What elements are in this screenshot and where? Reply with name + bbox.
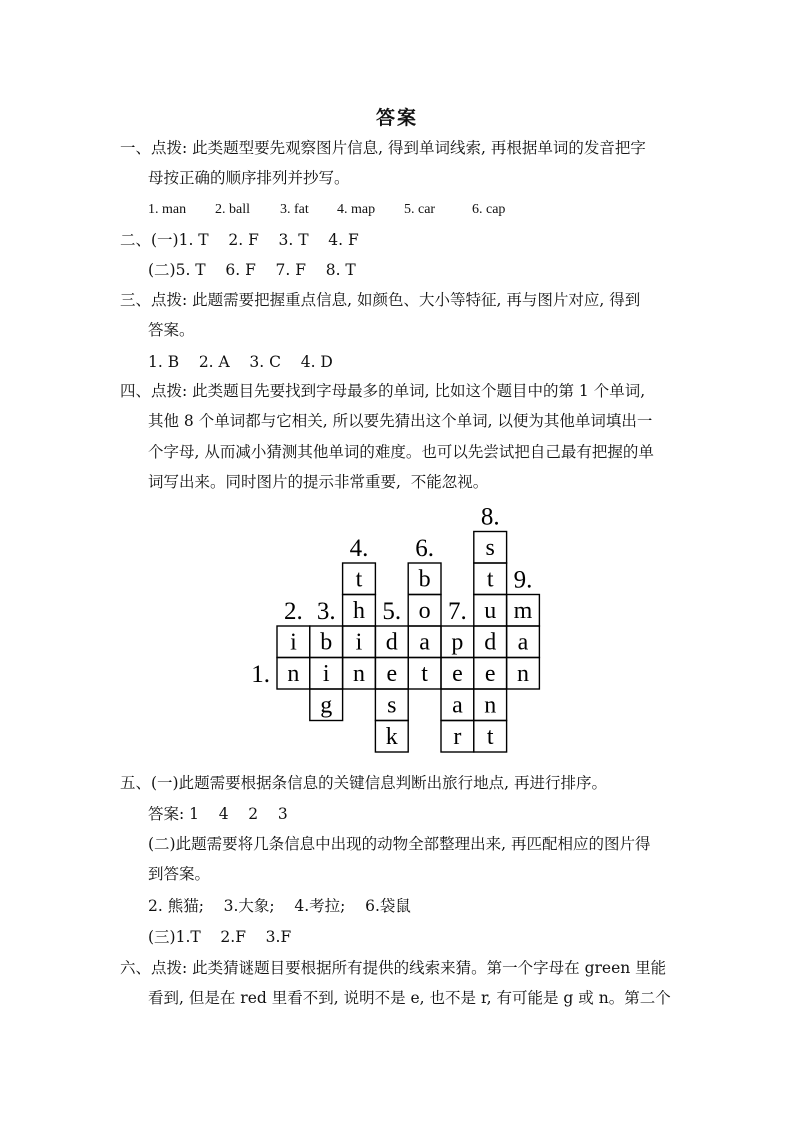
crossword-letter: n: [484, 692, 497, 719]
crossword-letter: i: [322, 660, 330, 687]
crossword-letter: u: [484, 597, 497, 624]
section-3-hint-line-2: 答案。: [148, 321, 195, 339]
section-1-hint-line-2: 母按正确的顺序排列并抄写。: [148, 169, 350, 187]
crossword-letter: e: [452, 660, 463, 687]
page-title: 答案: [375, 107, 418, 129]
crossword-letter: k: [385, 723, 398, 750]
crossword-letter: b: [320, 629, 333, 656]
crossword-letter: p: [451, 629, 464, 656]
crossword-letter: a: [419, 629, 430, 656]
section-3-hint-line-1: 三、点拨: 此题需要把握重点信息, 如颜色、大小等特征, 再与图片对应, 得到: [120, 291, 641, 309]
section-5-line-6: (三)1.T 2.F 3.F: [148, 928, 292, 946]
section-4-hint-line-4: 词写出来。同时图片的提示非常重要, 不能忽视。: [148, 473, 489, 491]
section-5-line-4: 到答案。: [148, 865, 211, 883]
crossword-letter: t: [486, 566, 494, 593]
crossword-letter: o: [418, 597, 431, 624]
crossword-letter: r: [453, 723, 462, 750]
crossword-letter: d: [484, 629, 497, 656]
answer-item: 1. man: [148, 202, 187, 217]
crossword-letter: n: [287, 660, 300, 687]
answer-item: 3. fat: [280, 202, 309, 217]
section-4-hint-line-1: 四、点拨: 此类题目先要找到字母最多的单词, 比如这个题目中的第 1 个单词,: [120, 382, 646, 400]
crossword-clue-number: 9.: [513, 566, 533, 594]
crossword-letter: d: [385, 629, 398, 656]
crossword-clue-number: 7.: [448, 598, 467, 626]
section-6-line-2: 看到, 但是在 red 里看不到, 说明不是 e, 也不是 r, 有可能是 g 或 n。第二个: [148, 989, 671, 1007]
section-5-line-3: (二)此题需要将几条信息中出现的动物全部整理出来, 再匹配相应的图片得: [148, 835, 651, 853]
crossword-letter: i: [290, 629, 297, 656]
section-4-hint-line-3: 个字母, 从而减小猜测其他单词的难度。也可以先尝试把自己最有把握的单: [148, 443, 654, 461]
crossword-clue-number: 5.: [382, 598, 402, 626]
crossword-clue-number: 3.: [316, 598, 336, 626]
section-5-answer-order: 答案: 1 4 2 3: [148, 805, 288, 823]
crossword-letter: e: [484, 660, 496, 687]
crossword-letter: a: [452, 692, 463, 719]
section-2-line-2: (二)5. T 6. F 7. F 8. T: [148, 261, 356, 279]
crossword-letter: t: [486, 723, 494, 750]
crossword-letter: n: [517, 660, 529, 687]
crossword-letter: a: [517, 629, 529, 656]
crossword-letter: e: [386, 660, 398, 687]
crossword-letter: b: [418, 566, 431, 593]
answer-item: 6. cap: [472, 202, 506, 217]
crossword-letter: t: [355, 566, 363, 593]
crossword-letter: i: [355, 629, 363, 656]
section-3-answers: 1. B 2. A 3. C 4. D: [148, 353, 333, 371]
answer-item: 5. car: [404, 202, 436, 217]
section-5-animals: 2. 熊猫; 3.大象; 4.考拉; 6.袋鼠: [148, 897, 411, 915]
crossword-clue-number: 6.: [415, 535, 434, 563]
crossword-clue-number: 4.: [349, 535, 369, 563]
crossword-clue-number: 2.: [284, 598, 303, 626]
crossword-letter: s: [485, 534, 495, 561]
answer-item: 2. ball: [215, 202, 250, 217]
crossword-clue-number: 1.: [251, 661, 270, 689]
section-1-hint-line-1: 一、点拨: 此类题型要先观察图片信息, 得到单词线索, 再根据单词的发音把字: [120, 139, 646, 157]
section-6-line-1: 六、点拨: 此类猜谜题目要根据所有提供的线索来猜。第一个字母在 green 里能: [120, 959, 667, 977]
section-2-line-1: 二、(一)1. T 2. F 3. T 4. F: [120, 231, 359, 249]
crossword-letter: g: [320, 692, 333, 719]
crossword-clue-number: 8.: [480, 503, 500, 531]
section-5-line-1: 五、(一)此题需要根据条信息的关键信息判断出旅行地点, 再进行排序。: [120, 774, 607, 792]
crossword-letter: s: [387, 692, 397, 719]
crossword-letter: h: [353, 597, 365, 624]
crossword-letter: m: [513, 597, 533, 624]
crossword-letter: n: [353, 660, 365, 687]
answer-item: 4. map: [337, 202, 376, 217]
section-4-hint-line-2: 其他 8 个单词都与它相关, 所以要先猜出这个单词, 以便为其他单词填出一: [148, 412, 653, 430]
crossword-letter: t: [421, 660, 428, 687]
